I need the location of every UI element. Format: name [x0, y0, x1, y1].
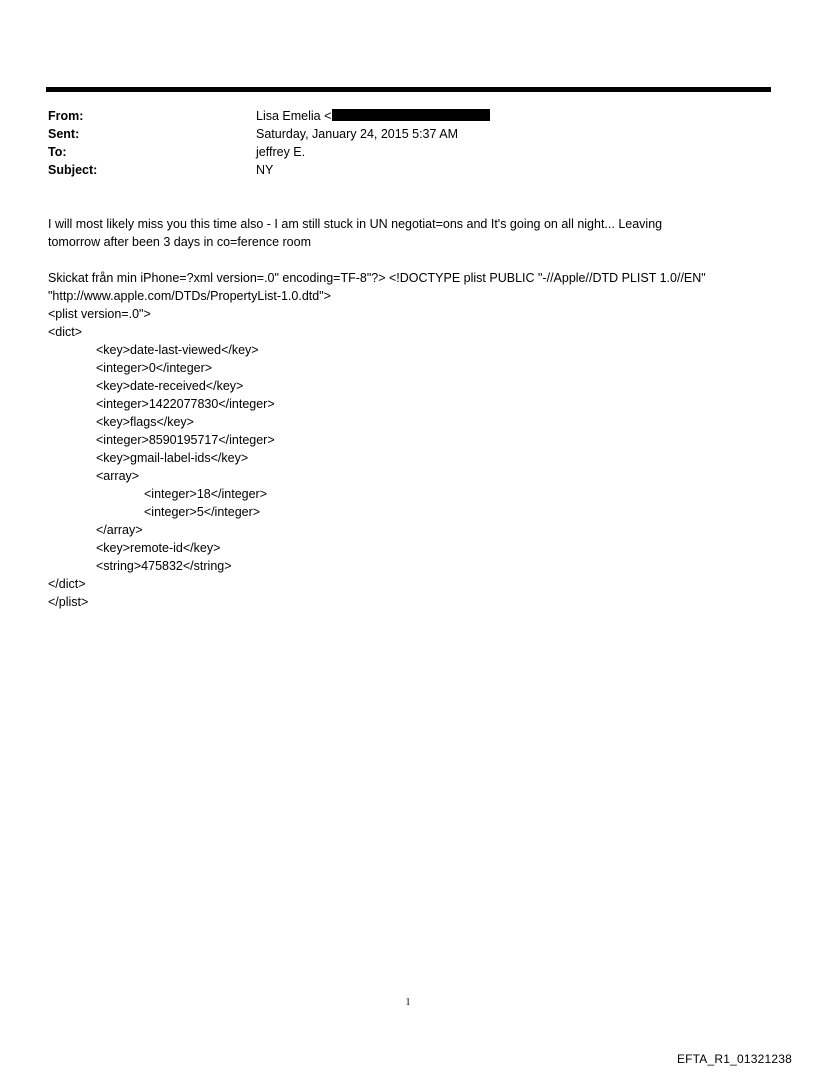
plist-key-line: <key>gmail-label-ids</key> [96, 451, 249, 465]
subject-value: NY [256, 163, 274, 177]
plist-value-line: <integer>0</integer> [96, 361, 213, 375]
to-value: jeffrey E. [256, 145, 306, 159]
plist-block [48, 269, 768, 611]
plist-array-item: <integer>5</integer> [144, 505, 261, 519]
subject-row [48, 161, 490, 179]
from-label: From: [48, 109, 84, 123]
plist-value-line: <string>475832</string> [96, 559, 232, 573]
signature-line-url: "http://www.apple.com/DTDs/PropertyList-1.0.dtd"> [48, 289, 331, 303]
dict-open-tag: <dict> [48, 325, 83, 339]
bates-number: EFTA_R1_01321238 [676, 1052, 792, 1066]
header-rule [46, 87, 771, 92]
from-value [256, 107, 490, 125]
plist-value-line: <integer>1422077830</integer> [96, 397, 275, 411]
message-paragraph: I will most likely miss you this time also - I am still stuck in UN negotiat=ons and It's going on all night... Leaving tomorrow after been 3 days in co=ference room [48, 217, 663, 249]
plist-close-tag: </plist> [48, 595, 89, 609]
email-headers [48, 107, 490, 179]
sent-label: Sent: [48, 127, 80, 141]
plist-key-line: <key>date-received</key> [96, 379, 244, 393]
sent-row [48, 125, 490, 143]
dict-close-tag: </dict> [48, 577, 86, 591]
to-label: To: [48, 145, 67, 159]
plist-array-close: </array> [96, 523, 143, 537]
plist-key-line: <key>flags</key> [96, 415, 194, 429]
plist-open-tag: <plist version=.0"> [48, 307, 151, 321]
signature-line: Skickat från min iPhone=?xml version=.0" encoding=TF-8"?> <!DOCTYPE plist PUBLIC "-//Apple//DTD PLIST 1.0//EN" [48, 271, 706, 285]
plist-value-line: <integer>8590195717</integer> [96, 433, 275, 447]
subject-label: Subject: [48, 163, 98, 177]
page-number: 1 [405, 997, 411, 1008]
sent-value: Saturday, January 24, 2015 5:37 AM [256, 127, 458, 141]
from-sender: Lisa Emelia < [256, 109, 332, 123]
plist-key-line: <key>date-last-viewed</key> [96, 343, 259, 357]
from-row [48, 107, 490, 125]
plist-key-line: <key>remote-id</key> [96, 541, 221, 555]
plist-array-open: <array> [96, 469, 140, 483]
email-body [48, 215, 768, 611]
plist-array-item: <integer>18</integer> [144, 487, 268, 501]
redaction-box [332, 109, 490, 121]
to-row [48, 143, 490, 161]
